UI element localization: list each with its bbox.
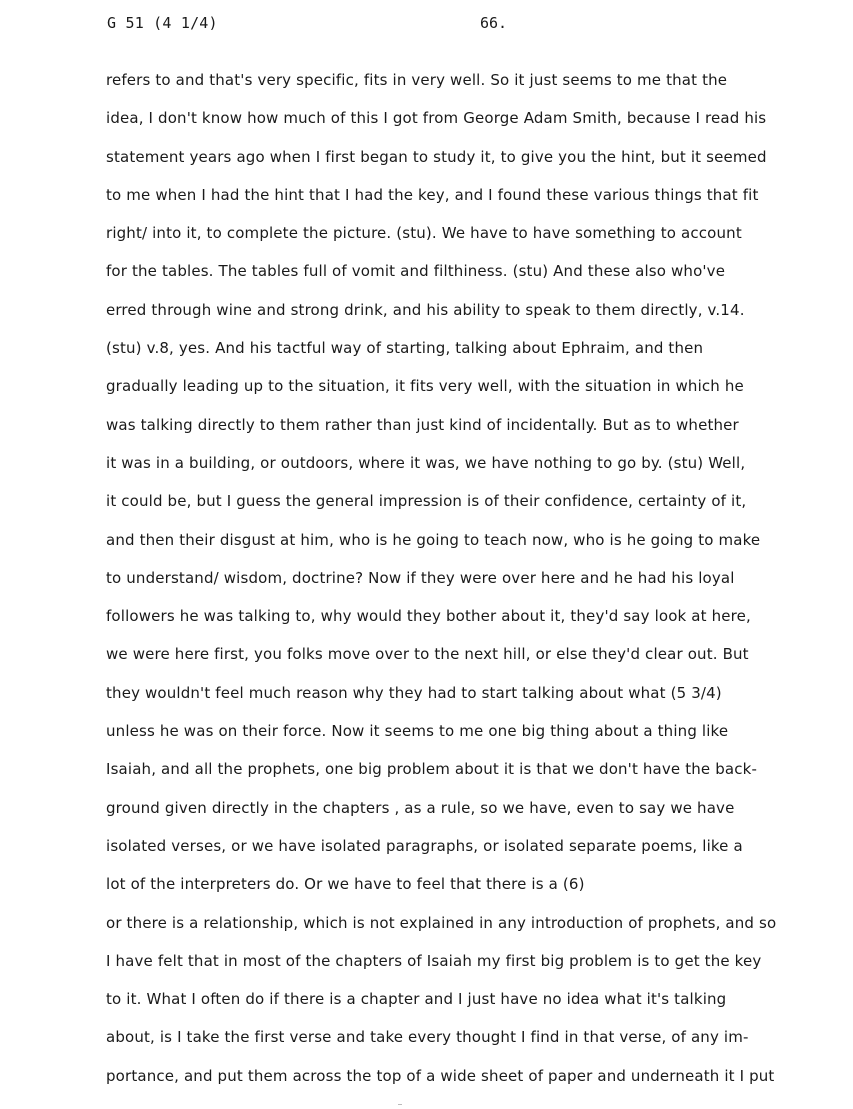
text-line: portance, and put them across the top of a wide sheet of paper and underneath it I put <box>106 1066 775 1085</box>
document-reference: G 51 (4 1/4) <box>107 14 218 32</box>
text-line: it could be, but I guess the general impression is of their confidence, certainty of it, <box>106 492 747 511</box>
text-line: it was in a building, or outdoors, where it was, we have nothing to go by. (stu) Well, <box>106 453 746 472</box>
text-line: right/ into it, to complete the picture. (stu). We have to have something to account <box>106 224 742 243</box>
text-line: idea, I don't know how much of this I got from George Adam Smith, because I read his <box>106 109 767 128</box>
text-line: I have felt that in most of the chapters of Isaiah my first big problem is to get the key <box>106 951 762 970</box>
text-line: or there is a relationship, which is not explained in any introduction of prophets, and so <box>106 913 777 932</box>
text-line: statement years ago when I first began to study it, to give you the hint, but it seemed <box>106 147 767 166</box>
text-line: ground given directly in the chapters , as a rule, so we have, even to say we have <box>106 798 735 817</box>
text-line: was talking directly to them rather than just kind of incidentally. But as to whether <box>106 415 739 434</box>
text-line: about, is I take the first verse and take every thought I find in that verse, of any im- <box>106 1028 749 1047</box>
text-line: to it. What I often do if there is a chapter and I just have no idea what it's talking <box>106 990 727 1009</box>
text-line: to me when I had the hint that I had the key, and I found these various things that fit <box>106 185 759 204</box>
text-line: to understand/ wisdom, doctrine? Now if they were over here and he had his loyal <box>106 568 735 587</box>
text-line: for the tables. The tables full of vomit and filthiness. (stu) And these also who've <box>106 262 726 281</box>
text-line: isolated verses, or we have isolated paragraphs, or isolated separate poems, like a <box>106 836 743 855</box>
text-line: and then their disgust at him, who is he going to teach now, who is he going to make <box>106 530 761 549</box>
text-line: Isaiah, and all the prophets, one big problem about it is that we don't have the back- <box>106 760 758 779</box>
transcript-body <box>106 70 851 1104</box>
text-line: lot of the interpreters do. Or we have to feel that there is a (6) <box>106 875 585 894</box>
text-line: erred through wine and strong drink, and his ability to speak to them directly, v.14. <box>106 300 745 319</box>
text-line: they wouldn't feel much reason why they had to start talking about what (5 3/4) <box>106 683 722 702</box>
text-line: refers to and that's very specific, fits in very well. So it just seems to me that the <box>106 71 728 89</box>
page-number: 66. <box>480 14 508 32</box>
text-line: followers he was talking to, why would they bother about it, they'd say look at here, <box>106 607 751 626</box>
text-line: we were here first, you folks move over to the next hill, or else they'd clear out. But <box>106 645 749 664</box>
text-line: gradually leading up to the situation, it fits very well, with the situation in which he <box>106 377 744 396</box>
text-line: (stu) v.8, yes. And his tactful way of starting, talking about Ephraim, and then <box>106 339 704 358</box>
text-line: unless he was on their force. Now it seems to me one big thing about a thing like <box>106 722 729 741</box>
scan-speck <box>398 1104 402 1105</box>
